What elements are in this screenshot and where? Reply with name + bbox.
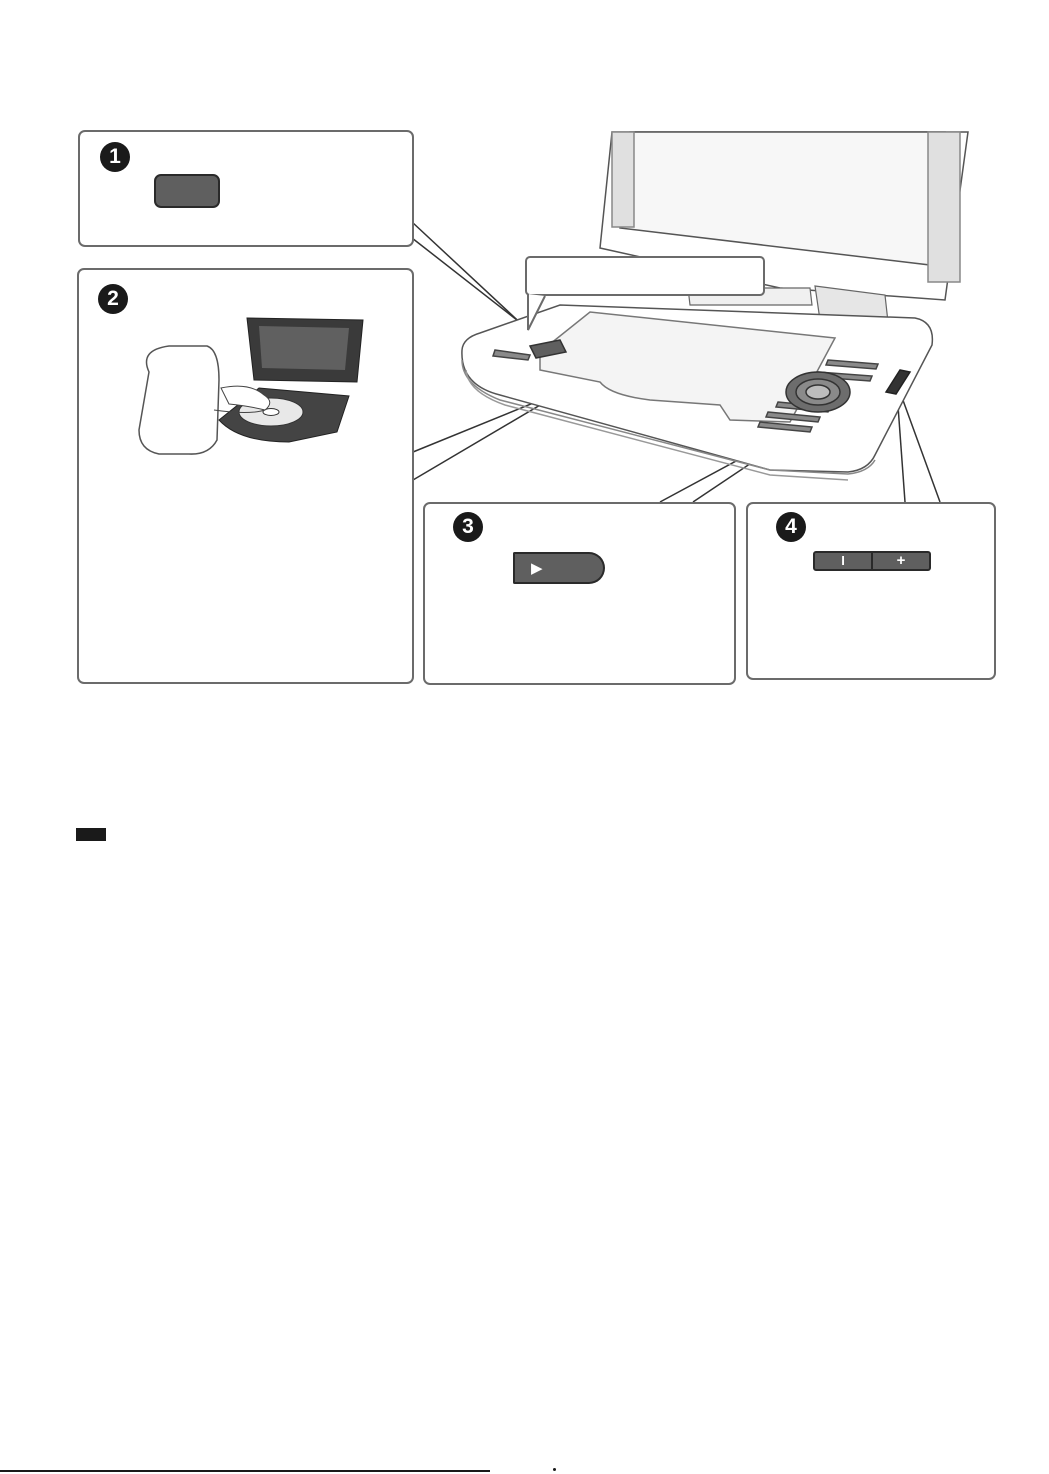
play-icon: ▶ — [531, 560, 543, 577]
step-3-panel — [423, 502, 736, 685]
volume-up-button — [872, 551, 931, 571]
step-4-panel — [746, 502, 996, 680]
minus-icon: I — [841, 553, 845, 568]
step-2-number: 2 — [98, 284, 128, 314]
power-button-icon — [154, 174, 220, 208]
plus-icon: + — [896, 552, 906, 569]
insert-disc-illustration — [79, 270, 416, 686]
step-2-panel — [77, 268, 414, 684]
step-1-number: 1 — [100, 142, 130, 172]
step-3-number: 3 — [453, 512, 483, 542]
play-button-icon — [513, 552, 605, 584]
footer-rule — [0, 1470, 490, 1472]
step-1-panel — [78, 130, 414, 247]
step-4-number: 4 — [776, 512, 806, 542]
footer-dot — [553, 1468, 556, 1471]
note-marker — [76, 828, 106, 841]
volume-down-button — [813, 551, 872, 571]
volume-buttons-icon — [813, 551, 931, 571]
